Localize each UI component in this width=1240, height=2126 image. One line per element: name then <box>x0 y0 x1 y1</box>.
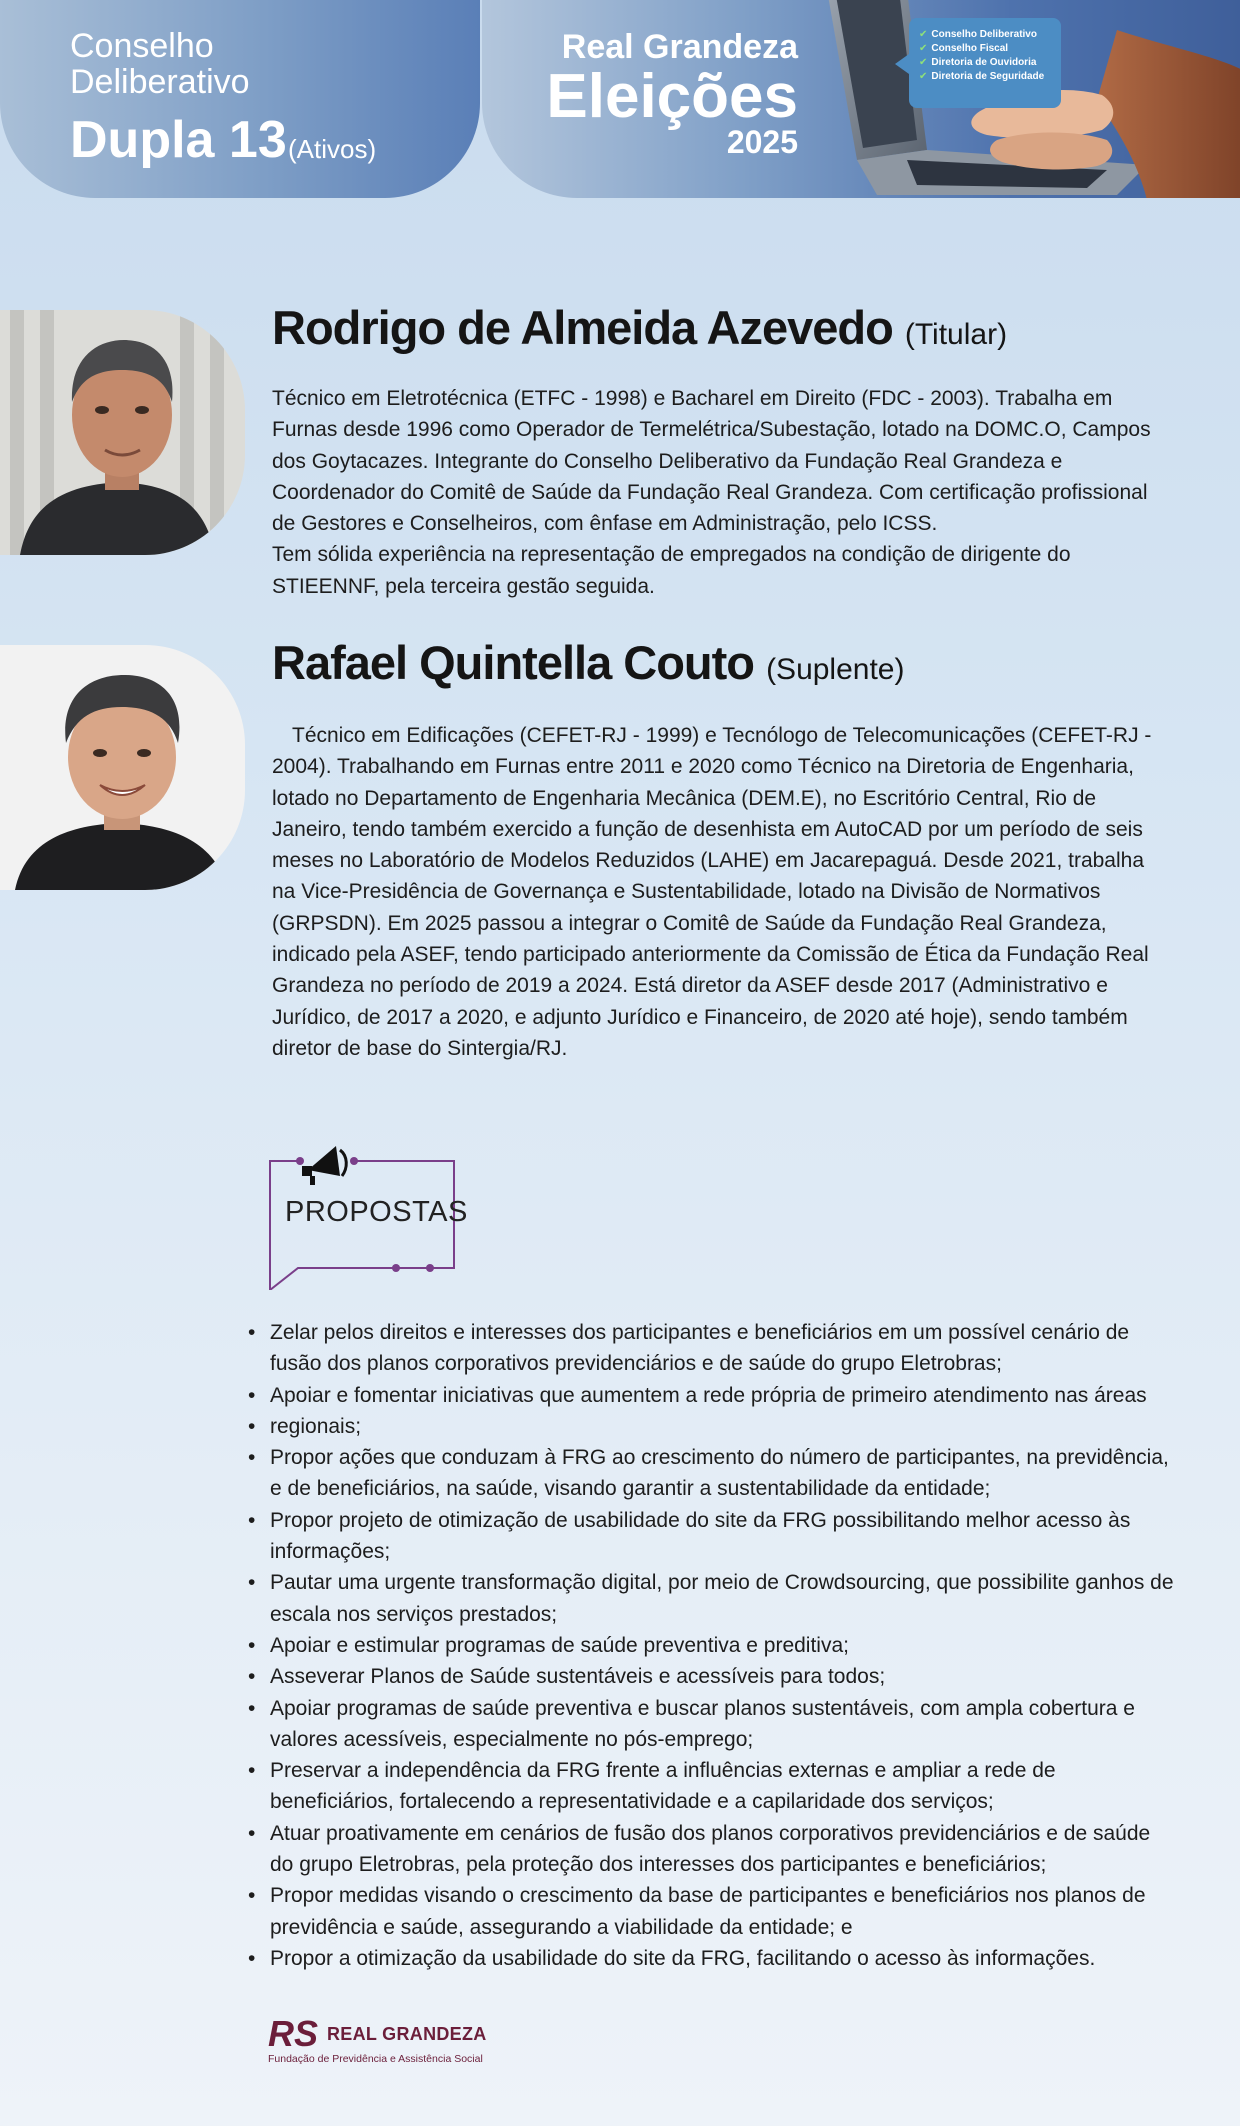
candidate-name-titular <box>272 300 1007 355</box>
checklist-item <box>919 70 1051 84</box>
banner-title: Eleições <box>546 62 798 131</box>
check-icon: ✔ <box>919 71 928 82</box>
proposal-item: • Zelar pelos direitos e interesses dos participantes e beneficiários em um possível cenário de fusão dos planos corporativos previdenciários e de saúde do grupo Eletrobras; <box>248 1317 1178 1380</box>
portrait-illustration <box>0 645 245 890</box>
checklist-item <box>919 42 1051 56</box>
proposals-title: PROPOSTAS <box>285 1196 468 1228</box>
candidate-name: Rodrigo de Almeida Azevedo <box>272 301 893 354</box>
header-election-banner <box>482 0 1240 198</box>
header-election-badge <box>0 0 480 198</box>
candidate-role: (Titular) <box>904 318 1008 351</box>
bio-paragraph: Técnico em Eletrotécnica (ETFC - 1998) e Bacharel em Direito (FDC - 2003). Trabalha em Furnas desde 1996 como Operador de Termelétrica/Subestação, lotado na DOMC.O, Campos dos Goytacazes. Integrante do Conselho Deliberativo da Fundação Real Grandeza e Coordenador do Comitê de Saúde da Fundação Real Grandeza. Com certificação profissional de Gestores e Conselheiros, com ênfase em Administração, pelo ICSS. <box>272 387 1151 536</box>
checklist-item <box>919 28 1051 42</box>
proposal-item: • Apoiar e fomentar iniciativas que aumentem a rede própria de primeiro atendimento nas áreas <box>248 1380 1178 1411</box>
banner-org-name: Real Grandeza <box>561 28 798 66</box>
proposal-item: • Apoiar programas de saúde preventiva e buscar planos sustentáveis, com ampla cobertura e valores acessíveis, especialmente no pós-emprego; <box>248 1693 1178 1756</box>
proposal-item: • Propor a otimização da usabilidade do site da FRG, facilitando o acesso às informações. <box>248 1943 1178 1974</box>
banner-year: 2025 <box>726 124 798 160</box>
council-label-line1: Conselho <box>70 27 214 65</box>
real-grandeza-logo-subtitle: Fundação de Previdência e Assistência Social <box>268 2053 483 2065</box>
proposals-list <box>248 1317 1178 1974</box>
checklist-item-label: Diretoria de Seguridade <box>931 71 1045 82</box>
candidate-bio-suplente <box>272 720 1172 1064</box>
check-icon: ✔ <box>919 43 928 54</box>
proposal-item: • Atuar proativamente em cenários de fusão dos planos corporativos previdenciários e de saúde do grupo Eletrobras, pela proteção dos interesses dos participantes e beneficiários; <box>248 1818 1178 1881</box>
positions-checklist <box>909 18 1061 108</box>
megaphone-icon <box>302 1146 346 1185</box>
candidate-name-suplente <box>272 635 904 690</box>
bio-paragraph: Tem sólida experiência na representação de empregados na condição de dirigente do STIEENNF, pela terceira gestão seguida. <box>272 543 1071 598</box>
proposal-item: • regionais; <box>248 1411 1178 1442</box>
bio-paragraph: Técnico em Edificações (CEFET-RJ - 1999) e Tecnólogo de Telecomunicações (CEFET-RJ - 2004). Trabalhando em Furnas entre 2011 e 2020 como Técnico na Diretoria de Engenharia, lotado no Departamento de Engenharia Mecânica (DEM.E), no Escritório Central, Rio de Janeiro, tendo também exercido a função de desenhista em AutoCAD por um período de seis meses no Laboratório de Modelos Reduzidos (LAHE) em Jacarepaguá. Desde 2021, trabalha na Vice-Presidência de Governança e Sustentabilidade, lotado na Divisão de Normativos (GRPSDN). Em 2025 passou a integrar o Comitê de Saúde da Fundação Real Grandeza, indicado pela ASEF, tendo participado anteriormente da Comissão de Ética da Fundação Real Grandeza no período de 2019 a 2024. Está diretor da ASEF desde 2017 (Administrativo e Jurídico, de 2017 a 2020, e adjunto Jurídico e Financeiro, de 2020 até hoje), sendo também diretor de base do Sintergia/RJ. <box>272 724 1152 1060</box>
candidate-photo-suplente <box>0 645 245 890</box>
check-icon: ✔ <box>919 57 928 68</box>
candidate-name: Rafael Quintella Couto <box>272 636 754 689</box>
real-grandeza-logo-name: REAL GRANDEZA <box>327 2024 487 2044</box>
ticket-number: Dupla 13 <box>70 111 287 169</box>
portrait-illustration <box>0 310 245 555</box>
candidate-photo-titular <box>0 310 245 555</box>
proposal-item: • Asseverar Planos de Saúde sustentáveis e acessíveis para todos; <box>248 1661 1178 1692</box>
checklist-item <box>919 56 1051 70</box>
svg-text:RS: RS <box>268 2013 319 2054</box>
proposal-item: • Propor projeto de otimização de usabilidade do site da FRG possibilitando melhor acesso às informações; <box>248 1505 1178 1568</box>
checklist-item-label: Conselho Deliberativo <box>931 29 1037 40</box>
proposal-item: • Apoiar e estimular programas de saúde preventiva e preditiva; <box>248 1630 1178 1661</box>
checklist-item-label: Diretoria de Ouvidoria <box>931 57 1037 68</box>
proposal-item: • Pautar uma urgente transformação digital, por meio de Crowdsourcing, que possibilite ganhos de escala nos serviços prestados; <box>248 1567 1178 1630</box>
council-label-line2: Deliberativo <box>70 63 250 101</box>
proposal-item: • Preservar a independência da FRG frente a influências externas e ampliar a rede de beneficiários, fortalecendo a representatividade e a capilaridade dos serviços; <box>248 1755 1178 1818</box>
candidate-role: (Suplente) <box>766 653 905 686</box>
ticket-category: (Ativos) <box>288 134 377 164</box>
proposal-item: • Propor ações que conduzam à FRG ao crescimento do número de participantes, na previdência, e de beneficiários, na saúde, visando garantir a sustentabilidade da entidade; <box>248 1442 1178 1505</box>
proposal-item: • Propor medidas visando o crescimento da base de participantes e beneficiários nos planos de previdência e saúde, assegurando a viabilidade da entidade; e <box>248 1880 1178 1943</box>
check-icon: ✔ <box>919 29 928 40</box>
candidate-bio-titular <box>272 383 1172 602</box>
checklist-item-label: Conselho Fiscal <box>931 43 1009 54</box>
